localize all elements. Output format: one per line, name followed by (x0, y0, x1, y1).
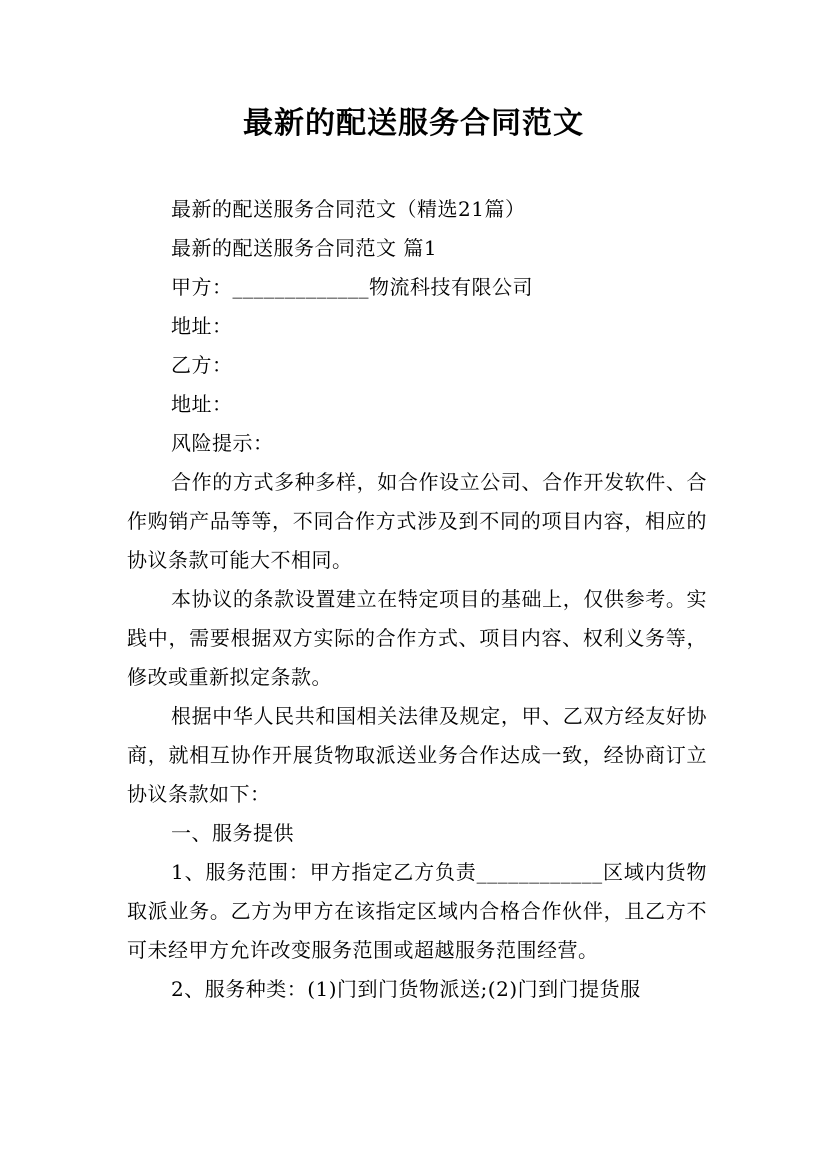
paragraph-section-heading: 最新的配送服务合同范文 篇1 (171, 236, 438, 260)
paragraph-section-one: 一、服务提供 (171, 821, 294, 845)
document-body (127, 190, 707, 1009)
paragraph-party-b-address: 地址： (171, 392, 233, 416)
paragraph-service-types: 2、服务种类：(1)门到门货物派送;(2)门到门提货服 (171, 977, 641, 1001)
paragraph-service-scope: 1、服务范围：甲方指定乙方负责____________区域内货物取派业务。乙方为甲方在该指定区域内合格合作伙伴，且乙方不可未经甲方允许改变服务范围或超越服务范围经营。 (127, 860, 707, 962)
document-title: 最新的配送服务合同范文 (243, 106, 584, 141)
paragraph-party-a-address: 地址： (171, 314, 233, 338)
paragraph-risk-reference: 本协议的条款设置建立在特定项目的基础上，仅供参考。实践中，需要根据双方实际的合作方式、项目内容、权利义务等，修改或重新拟定条款。 (127, 587, 707, 689)
paragraph-party-a: 甲方：_____________物流科技有限公司 (171, 275, 533, 299)
paragraph-subtitle: 最新的配送服务合同范文（精选21篇） (171, 197, 526, 221)
paragraph-risk-heading: 风险提示： (171, 431, 274, 455)
paragraph-preamble: 根据中华人民共和国相关法律及规定，甲、乙双方经友好协商，就相互协作开展货物取派送业务合作达成一致，经协商订立协议条款如下： (127, 704, 707, 806)
paragraph-risk-cooperation: 合作的方式多种多样，如合作设立公司、合作开发软件、合作购销产品等等，不同合作方式涉及到不同的项目内容，相应的协议条款可能大不相同。 (127, 470, 707, 572)
paragraph-party-b: 乙方： (171, 353, 233, 377)
